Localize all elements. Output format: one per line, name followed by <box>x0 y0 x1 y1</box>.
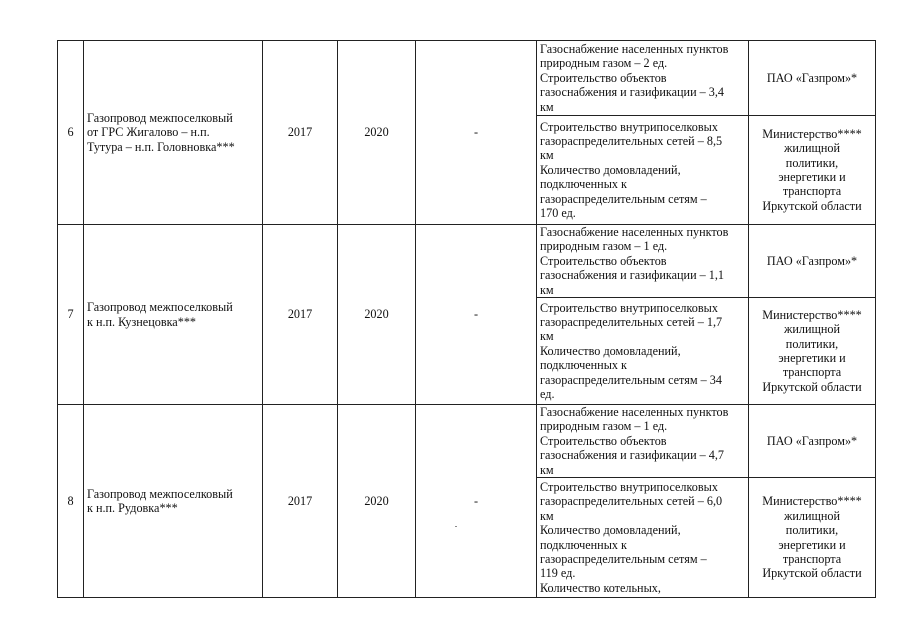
text-line: природным газом – 1 ед. <box>540 419 668 434</box>
results-cell-top <box>537 405 749 478</box>
text-line: Количество домовладений, <box>540 343 681 358</box>
results-cell-bottom <box>537 116 749 225</box>
text-line: Строительство внутрипоселковых <box>540 119 718 134</box>
text-line: газораспределительным сетям – 34 <box>540 372 722 387</box>
text-line: подключенных к <box>540 358 627 373</box>
text-line: Министерство**** <box>762 494 862 509</box>
text-line: Строительство внутрипоселковых <box>540 300 718 315</box>
results-cell-bottom <box>537 298 749 405</box>
start-year-cell <box>263 41 338 225</box>
text-line: от ГРС Жигалово – н.п. <box>87 125 210 140</box>
responsible-cell-top <box>749 41 876 116</box>
responsible-cell-top <box>749 225 876 298</box>
end-year-cell <box>338 41 416 225</box>
text-line: 170 ед. <box>540 206 576 221</box>
text-line: подключенных к <box>540 177 627 192</box>
text-line: км <box>540 99 554 114</box>
text-line: газораспределительных сетей – 1,7 <box>540 315 723 330</box>
text-line: транспорта <box>782 184 842 199</box>
text-line: Газоснабжение населенных пунктов <box>540 405 729 420</box>
text-line: Строительство объектов <box>540 253 667 268</box>
object-name-cell <box>84 225 263 405</box>
text-line: Количество домовладений, <box>540 162 681 177</box>
scan-speck <box>455 526 457 527</box>
text-line: ед. <box>540 387 555 402</box>
object-name-cell <box>84 41 263 225</box>
text-line: Газоснабжение населенных пунктов <box>540 225 729 239</box>
table-row <box>58 405 876 478</box>
text-line: Газопровод межпоселковый <box>87 300 233 315</box>
text-line: энергетики и <box>778 170 846 184</box>
text-line: транспорта <box>782 551 842 566</box>
responsible-cell-bottom <box>749 298 876 405</box>
object-name-cell <box>84 405 263 598</box>
responsible-cell-top <box>749 405 876 478</box>
text-line: газораспределительным сетям – <box>540 551 707 566</box>
start-year: 2017 <box>287 307 313 322</box>
table-row <box>58 41 876 116</box>
text-line: Тутура – н.п. Головновка*** <box>87 139 235 154</box>
text-line: Газопровод межпоселковый <box>87 486 233 501</box>
text-line: политики, <box>785 336 839 351</box>
text-line: газораспределительных сетей – 6,0 <box>540 494 723 509</box>
text-line: природным газом – 1 ед. <box>540 239 668 254</box>
row-number: 7 <box>67 307 74 322</box>
dash-placeholder: - <box>473 307 479 322</box>
text-line: км <box>540 282 554 297</box>
responsible-cell-bottom <box>749 478 876 598</box>
text-line: к н.п. Кузнецовка*** <box>87 314 197 329</box>
text-line: газораспределительных сетей – 8,5 <box>540 133 723 148</box>
dash-placeholder: - <box>473 125 479 140</box>
text-line: энергетики и <box>778 537 846 552</box>
dash-placeholder: - <box>473 493 479 508</box>
results-cell-top <box>537 41 749 116</box>
end-year: 2020 <box>364 307 389 322</box>
text-line: жилищной <box>783 322 841 337</box>
program-table <box>57 40 876 598</box>
text-line: Строительство объектов <box>540 433 667 448</box>
text-line: политики, <box>785 155 839 170</box>
text-line: Газоснабжение населенных пунктов <box>540 41 729 56</box>
text-line: политики, <box>785 523 839 538</box>
start-year: 2017 <box>287 125 313 140</box>
start-year-cell <box>263 405 338 598</box>
start-year: 2017 <box>287 493 313 508</box>
text-line: Иркутской области <box>762 198 862 213</box>
results-cell-top <box>537 225 749 298</box>
text-line: жилищной <box>783 508 841 523</box>
text-line: Строительство внутрипоселковых <box>540 479 718 494</box>
table-row <box>58 225 876 298</box>
text-line: ПАО «Газпром»* <box>766 433 858 448</box>
text-line: км <box>540 462 554 477</box>
text-line: к н.п. Рудовка*** <box>87 501 178 516</box>
row-number-cell <box>58 41 84 225</box>
text-line: Количество котельных, <box>540 580 661 595</box>
text-line: Министерство**** <box>762 307 862 322</box>
end-year-cell <box>338 405 416 598</box>
text-line: жилищной <box>783 141 841 156</box>
text-line: природным газом – 2 ед. <box>540 56 668 71</box>
text-line: энергетики и <box>778 351 846 366</box>
text-line: газораспределительным сетям – <box>540 191 707 206</box>
text-line: Количество домовладений, <box>540 523 681 538</box>
row-number: 6 <box>67 125 74 140</box>
text-line: подключенных к <box>540 537 627 552</box>
text-line: км <box>540 508 554 523</box>
end-year: 2020 <box>364 125 389 140</box>
empty-value-cell <box>416 405 537 598</box>
text-line: Газопровод межпоселковый <box>87 110 233 125</box>
text-line: км <box>540 148 554 163</box>
text-line: Иркутской области <box>762 566 862 581</box>
text-line: газоснабжения и газификации – 1,1 <box>540 268 725 283</box>
empty-value-cell <box>416 225 537 405</box>
empty-value-cell <box>416 41 537 225</box>
row-number: 8 <box>67 493 74 508</box>
text-line: 119 ед. <box>540 566 576 581</box>
end-year-cell <box>338 225 416 405</box>
text-line: газоснабжения и газификации – 4,7 <box>540 448 725 463</box>
end-year: 2020 <box>364 493 389 508</box>
results-cell-bottom <box>537 478 749 598</box>
text-line: км <box>540 329 554 344</box>
text-line: ПАО «Газпром»* <box>766 70 858 85</box>
text-line: транспорта <box>782 365 842 380</box>
row-number-cell <box>58 225 84 405</box>
row-number-cell <box>58 405 84 598</box>
start-year-cell <box>263 225 338 405</box>
text-line: Строительство объектов <box>540 70 667 85</box>
responsible-cell-bottom <box>749 116 876 225</box>
text-line: Иркутской области <box>762 379 862 394</box>
text-line: ПАО «Газпром»* <box>766 253 858 268</box>
text-line: Министерство**** <box>762 126 862 141</box>
text-line: газоснабжения и газификации – 3,4 <box>540 85 725 100</box>
